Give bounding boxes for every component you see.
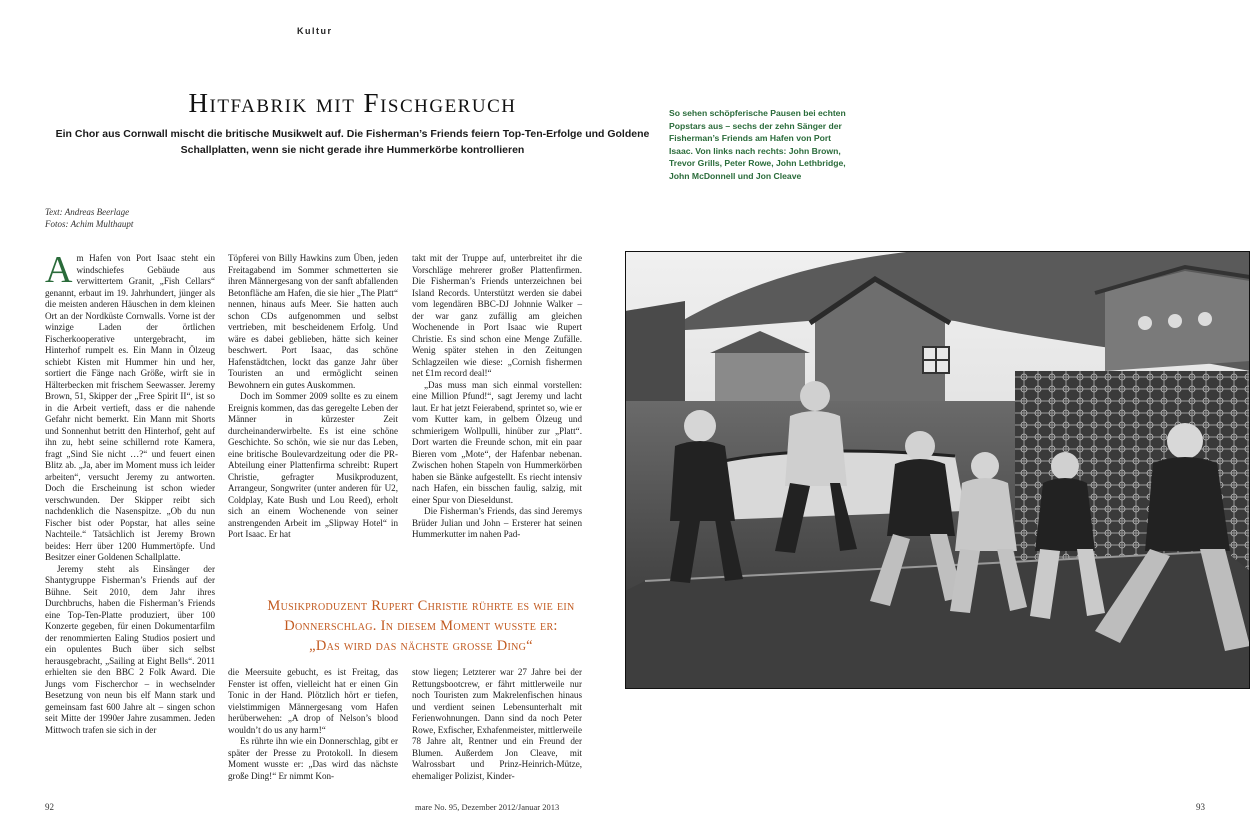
body-paragraph: Jeremy steht als Einsänger der Shantygruppe Fisherman’s Friends auf der Bühne. Seit 2010, dem Jahr ihres Durchbruchs, haben die Fisherman’s Friends eine Top-Ten-Platte produziert, über 100 Konzerte gegeben, für einen Dokumentarfilm der renommierten Ealing Studios posiert und ein opulentes Buch über sich selbst herausgebracht, „Sailing at Eight Bells“. 2011 erhielten sie den BBC 2 Folk Award. Die Jungs vom Fischerchor – in wechselnder Besetzung von neun bis elf Mann stark und gemeinsam fast 600 Jahre alt – singen schon seit Mitte der 1990er Jahre zusammen. Jeden Mittwoch trafen sie sich in der: [45, 563, 215, 735]
pull-quote: [246, 596, 596, 656]
photo-credit: Fotos: Achim Multhaupt: [45, 219, 134, 229]
paragraph-text: m Hafen von Port Isaac steht ein windschiefes Gebäude aus verwittertem Granit, „Fish Cellars“ genannt, erbaut im 19. Jahrhundert, jünger als die meisten anderen Häuschen in dem kleinen Ort an der Nordküste Cornwalls. Vorne ist der winzige Laden der örtlichen Fischerkooperative untergebracht, im Hinterhof rumpelt es. Ein Mann in Ölzeug schiebt Kisten mit Hummer hin und her, sortiert die Fänge nach Größe, wirft sie in Hälterbecken mit frischem Seewasser. Jeremy Brown, 51, Skipper der „Free Spirit II“, ist so in die Arbeit vertieft, dass er die nahende Gefahr nicht bemerkt. Ein Mann mit Shorts und Sonnenhut betritt den Hinterhof, geht auf ihn zu, hebt seine schillernd rote Kamera, fragt „Sind Sie nicht …?“ und feuert einen Blitz ab. „Ja, aber im Moment muss ich leider arbeiten“, versucht Jeremy zu antworten. Doch die Erscheinung ist schon wieder verschwunden. Der Skipper reibt sich nachdenklich die Nasenspitze. „Ob du nun Fischer bist oder Popstar, hat alles seine Nachteile.“ Tatsächlich ist Jeremy Brown beides: Herr über 1200 Hummertöpfe. Und Besitzer einer Goldenen Schallplatte.: [45, 253, 215, 562]
issue-info: mare No. 95, Dezember 2012/Januar 2013: [415, 802, 560, 812]
body-column-1: [45, 249, 215, 793]
body-paragraph: Töpferei von Billy Hawkins zum Üben, jeden Freitagabend im Sommer schmetterten sie ihren Männergesang von der sanft abfallenden Betonfläche am Hafen, die sie hier „The Platt“ nennen, hinaus aufs Meer. Sie hatten auch schon CDs aufgenommen und selbst vertrieben, mit bescheidenem Erfolg. Und wäre es dabei geblieben, hätte sich keiner beschwert. Port Isaac, das schöne Hafenstädtchen, lockt das ganze Jahr über Touristen an und ermöglicht seinen Bewohnern ein gutes Auskommen.: [228, 253, 398, 390]
body-paragraph: Doch im Sommer 2009 sollte es zu einem Ereignis kommen, das das geregelte Leben der Männer in kürzester Zeit durcheinanderwirbelte. Es ist eine schöne Geschichte. So schön, wie sie nur das Leben, eine britische Boulevardzeitung oder die PR-Abteilung einer Plattenfirma schreibt: Rupert Christie, gefragter Musikproduzent, Arrangeur, Songwriter (unter anderen für U2, Coldplay, Kate Bush und Lou Reed), erholt sich an einem Wochenende von seiner anstrengenden Arbeit im „Slipway Hotel“ in Port Isaac. Er hat: [228, 391, 398, 539]
body-column-2-lower: [228, 667, 398, 797]
body-column-2: [228, 253, 398, 581]
section-label: Kultur: [297, 26, 333, 36]
body-paragraph: [45, 249, 215, 564]
body-column-3: [412, 253, 582, 581]
photo-illustration: [625, 251, 1250, 689]
pull-quote-line: „Das wird das nächste grosse Ding“: [309, 638, 533, 654]
body-paragraph: takt mit der Truppe auf, unterbreitet ihr die Vorschläge mehrerer großer Plattenfirmen. Die Fisherman’s Friends unterzeichnen bei Island Records. Unterstützt werden sie dabei vom legendären BBC-DJ Johnnie Walker – der war ganz zufällig am gleichen Wochenende in Port Isaac wie Rupert Christie. Es sind schon eine Menge Zufälle. Wenig später stehen in den Zeitungen Schlagzeilen wie diese: „Cornish fishermen net £1m record deal!“: [412, 253, 582, 378]
body-paragraph: die Meersuite gebucht, es ist Freitag, das Fenster ist offen, vielleicht hat er einen Gin Tonic in der Hand. Plötzlich hört er tiefen, vielstimmigen Männergesang vom Hafen herüberwehen: „A drop of Nelson’s blood wouldn’t do us any harm!“: [228, 667, 398, 735]
body-paragraph: Es rührte ihn wie ein Donnerschlag, gibt er später der Presse zu Protokoll. In diesem Moment wusste er: „Das wird das nächste große Ding!“ Er nimmt Kon-: [228, 736, 398, 781]
page-number-left: 92: [45, 802, 54, 812]
body-paragraph: stow liegen; Letzterer war 27 Jahre bei der Rettungsbootcrew, er fährt mittlerweile nur noch Touristen zum Makrelenfischen hinaus und verdient seinen Lebensunterhalt mit Ferienwohnungen. Dann sind da noch Peter Rowe, Exfischer, Exhafenmeister, mittlerweile 78 Jahre alt, Rentner und ein Freund der Blumen. Außerdem Jon Cleave, mit Walrossbart und Prinz-Heinrich-Mütze, ehemaliger Polizist, Kinder-: [412, 667, 582, 781]
author-credit: Text: Andreas Beerlage: [45, 207, 130, 217]
harbour-photo: [625, 251, 1250, 689]
headline: Hitfabrik mit Fischgeruch: [188, 88, 517, 118]
drop-cap: A: [45, 249, 73, 291]
page-number-right: 93: [1196, 802, 1205, 812]
subheadline: Ein Chor aus Cornwall mischt die britische Musikwelt auf. Die Fisherman’s Friends feiern Top-Ten-Erfolge und Goldene Schallplatten, wenn sie nicht gerade ihre Hummerkörbe kontrollieren: [55, 128, 650, 156]
body-paragraph: „Das muss man sich einmal vorstellen: eine Million Pfund!“, sagt Jeremy und lacht laut. Er hat jetzt Feierabend, sprintet so, wie er vom Kutter kam, in gelbem Ölzeug und schmierigem Wollpulli, hinüber zur „Platt“. Dort warten die Freunde schon, mit ein paar Bieren vom „Mote“, der Hafenbar nebenan. Zwischen hohen Stapeln von Hummerkörben haben sie Bänke aufgestellt. Es riecht intensiv nach Hafen, ein bisschen faulig, salzig, mit einer Spur von Dieseldunst.: [412, 379, 582, 505]
pull-quote-line: Donnerschlag. In diesem Moment wusste er:: [284, 618, 558, 634]
body-column-3-lower: [412, 667, 582, 797]
photo-caption: So sehen schöpferische Pausen bei echten Popstars aus – sechs der zehn Sänger der Fisherman’s Friends am Hafen von Port Isaac. Von links nach rechts: John Brown, Trevor Grills, Peter Rowe, John Lethbridge, John McDonnell und Jon Cleave: [669, 108, 846, 181]
pull-quote-line: Musikproduzent Rupert Christie rührte es wie ein: [267, 598, 575, 614]
credits: [45, 206, 133, 230]
body-paragraph: Die Fisherman’s Friends, das sind Jeremys Brüder Julian und John – Ersterer hat seinen Hummerkutter im nahen Pad-: [412, 506, 582, 539]
